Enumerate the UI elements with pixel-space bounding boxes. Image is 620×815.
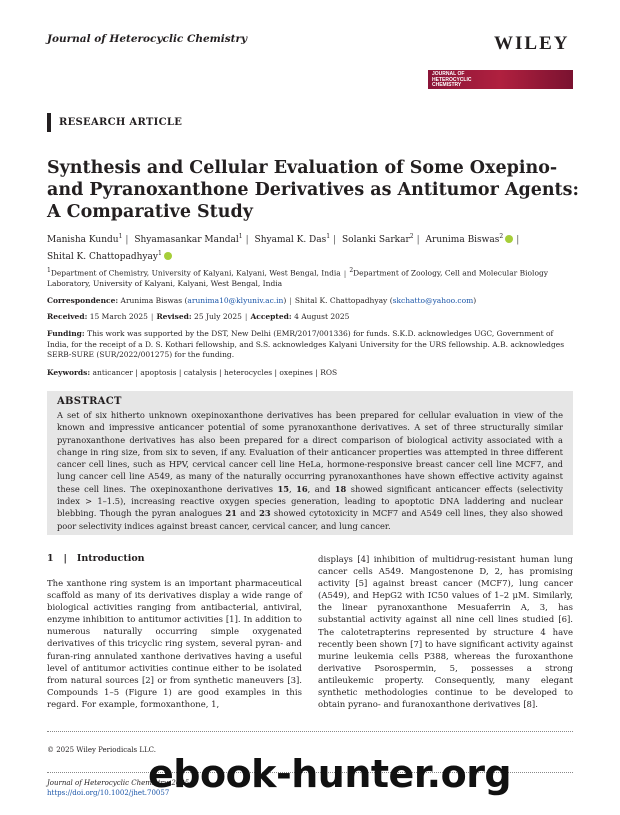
funding-label: Funding: (47, 329, 85, 338)
abstract-box (47, 391, 573, 535)
correspondence: Correspondence: Arunima Biswas (arunima10@klyuniv.ac.in) | Shital K. Chattopadhyay (skchatto@yahoo.com) (47, 296, 477, 305)
logo-line-3: CHEMISTRY (432, 82, 462, 89)
copyright: © 2025 Wiley Periodicals LLC. (47, 746, 156, 754)
author-name[interactable]: Manisha Kundu (47, 235, 119, 245)
abstract-part: showed significant anticancer effects (selectivity index > 1–1.5), increasing reactive oxygen species generation, leading to apoptotic DNA laddering and nuclear blebbing. Though the pyran analogues (57, 483, 563, 519)
keywords-label: Keywords: (47, 368, 91, 377)
email-link[interactable]: arunima10@klyuniv.ac.in (187, 296, 284, 305)
body-column-right: displays [4] inhibition of multidrug-resistant human lung cancer cells A549. Mangostenone D, 2, has promising activity [5] against breast cancer (MCF7), lung cancer (A549), and HepG2 with IC50 values of 1–2 μM. Similarly, the linear pyranoxanthone Mesuaferrin A, 3, has substantial activity against all nine cell lines studied [6]. The calotetrapterins represented by structure 4 have recently been shown [7] to have significant activity against murine leukemia cells P388, whereas the furoxanthone derivative Psorospermin, 5, possesses a strong antileukemic property. Consequently, many elegant synthetic methodologies continue to be developed to obtain pyrano- and furanoxanthone derivatives [8]. (318, 555, 573, 711)
author-name[interactable]: Shyamal K. Das (254, 235, 327, 245)
article-type: RESEARCH ARTICLE (59, 117, 183, 128)
compound-number: 18 (334, 483, 347, 494)
orcid-icon[interactable] (505, 235, 513, 243)
compound-number: 15 (277, 483, 290, 494)
correspondence-label: Correspondence: (47, 296, 119, 305)
received-label: Received: (47, 312, 88, 321)
abstract-text: A set of six hitherto unknown oxepinoxanthone derivatives has been prepared for cellular evaluation in view of the known and impressive anticancer potential of some pyranoxanthone derivatives. A set of three structurally similar pyranoxanthone derivatives has also been prepared for a direct comparison of biological activity associated with a change in ring size, from six to seven, if any. Evaluation of their anticancer properties was attempted in three different cancer cell lines, such as HPV, cervical cancer cell line HeLa, hormone-responsive breast cancer cell line MCF7, and lung cancer cell line A549, as many of the naturally occurring pyranoxanthones have shown effective activity against these cell lines. The oxepinoxanthone derivatives 15, 16, and 18 showed significant anticancer effects (selectivity index > 1–1.5), increasing reactive oxygen species generation, leading to apoptotic DNA laddering and nuclear blebbing. Though the pyran analogues 21 and 23 showed cytotoxicity in MCF7 and A549 cell lines, they also showed poor selectivity indices against breast cancer, cervical cancer, and lung cancer. (57, 410, 564, 531)
keywords (47, 368, 577, 379)
affiliations: $^1$Department of Chemistry, University of Kalyani, Kalyani, West Bengal, India | $^2$Department of Zoology, Cell and Molecular Biology Laboratory, University of Kalyani, Kalyani, West Bengal, India (47, 267, 549, 288)
author-affil: 1 (326, 233, 331, 240)
funding-text: This work was supported by the DST, New Delhi (EMR/2017/001336) for funds. S.K.D. acknowledges UGC, Government of India, for the receipt of a D. S. Kothari fellowship, and S.S. acknowledges Kalyani University for the URS fellowship. A.B. acknowledges SERB-SURE (SUR/2022/001275) for the funding. (47, 329, 565, 359)
title-line-3: A Comparative Study (47, 202, 253, 222)
compound-number: 16 (296, 483, 308, 494)
article-title (47, 157, 579, 223)
abstract-part: and (314, 483, 331, 494)
received-date: 15 March 2025 (89, 312, 148, 321)
correspondent-name: Arunima Biswas (120, 296, 183, 305)
affiliation-1: Department of Chemistry, University of Kalyani, Kalyani, West Bengal, India (50, 268, 341, 278)
article-dates: Received: 15 March 2025 | Revised: 25 July 2025 | Accepted: 4 August 2025 (47, 312, 350, 321)
author-name[interactable]: Arunima Biswas (425, 235, 500, 245)
orcid-icon[interactable] (164, 252, 172, 260)
compound-number: 23 (259, 508, 271, 519)
affil-sup: 2 (349, 267, 354, 274)
funding (47, 329, 577, 361)
affiliation-2: Department of Zoology, Cell and Molecular Biology Laboratory, University of Kalyani, Kalyani, West Bengal, India (47, 268, 549, 288)
author-affil: 1 (157, 250, 162, 257)
section-heading: 1 | Introduction (47, 553, 145, 564)
logo-line-1: JOURNAL OF (432, 71, 465, 77)
author-name[interactable]: Shyamasankar Mandal (134, 235, 239, 245)
accepted-label: Accepted: (250, 312, 292, 321)
watermark-text: ebook-hunter.org (148, 752, 512, 796)
author-affil: 1 (118, 233, 123, 240)
author-name[interactable]: Solanki Sarkar (342, 235, 410, 245)
author-affil: 2 (409, 233, 414, 240)
footer-divider (47, 731, 573, 732)
affil-sup: 1 (47, 267, 51, 274)
journal-name: Journal of Heterocyclic Chemistry (47, 33, 248, 45)
abstract-part: A set of six hitherto unknown oxepinoxanthone derivatives has been prepared for cellular evaluation in view of the known and impressive anticancer potential of some pyranoxanthone derivatives. A set of three structurally similar pyranoxanthone derivatives has also been prepared for a direct comparison of biological activity associated with a change in ring size, from six to seven, if any. Evaluation of their anticancer properties was attempted in three different cancer cell lines, such as HPV, cervical cancer cell line HeLa, hormone-responsive breast cancer cell line MCF7, and lung cancer cell line A549, as many of the naturally occurring pyranoxanthones have shown effective activity against these cell lines. The oxepinoxanthone derivatives (57, 410, 563, 494)
keywords-text: anticancer | apoptosis | catalysis | heterocycles | oxepines | ROS (92, 368, 338, 377)
title-line-1: Synthesis and Cellular Evaluation of Some Oxepino- (47, 158, 558, 178)
article-type-bar (47, 113, 51, 132)
revised-date: 25 July 2025 (194, 312, 242, 321)
author-affil: 2 (499, 233, 504, 240)
title-line-2: and Pyranoxanthone Derivatives as Antitumor Agents: (47, 180, 579, 200)
publisher-logo[interactable]: WILEY (494, 33, 570, 54)
compound-number: 21 (225, 508, 237, 519)
email-link[interactable]: skchatto@yahoo.com (392, 296, 474, 305)
author-name[interactable]: Shital K. Chattopadhyay (47, 252, 158, 262)
accepted-date: 4 August 2025 (294, 312, 350, 321)
revised-label: Revised: (156, 312, 192, 321)
doi-link[interactable]: https://doi.org/10.1002/jhet.70057 (47, 789, 170, 797)
abstract-heading: ABSTRACT (57, 396, 122, 407)
footer-journal: Journal of Heterocyclic Chemistry, 2025 (47, 779, 190, 787)
abstract-part: showed cytotoxicity in MCF7 and A549 cell lines, they also showed poor selectivity indices against breast cancer, cervical cancer, and lung cancer. (57, 508, 564, 531)
abstract-part: and (240, 508, 256, 519)
journal-logo[interactable] (428, 70, 573, 89)
body-column-left: The xanthone ring system is an important pharmaceutical scaffold as many of its derivatives display a wide range of biological activities ranging from antibacterial, antiviral, enzyme inhibition to antitumor activities [1]. In addition to numerous naturally occurring simple oxygenated derivatives of this tricyclic ring system, several pyran- and furan-ring annulated xanthone derivatives having a useful level of antitumor activities continue either to be isolated from natural sources [2] or from synthetic maneuvers [3]. Compounds 1–5 (Figure 1) are good examples in this regard. For example, formoxanthone, 1, (47, 579, 302, 710)
logo-line-2: HETEROCYCLIC (432, 76, 472, 83)
author-list: Manisha Kundu$^1$ | Shyamasankar Mandal$^1$ | Shyamal K. Das$^1$ | Solanki Sarkar$^2$ | Arunima Biswas$^2$ | Shital K. Chattopadhyay$^1$ (47, 233, 520, 262)
correspondent-name: Shital K. Chattopadhyay (294, 296, 388, 305)
author-affil: 1 (238, 233, 243, 240)
